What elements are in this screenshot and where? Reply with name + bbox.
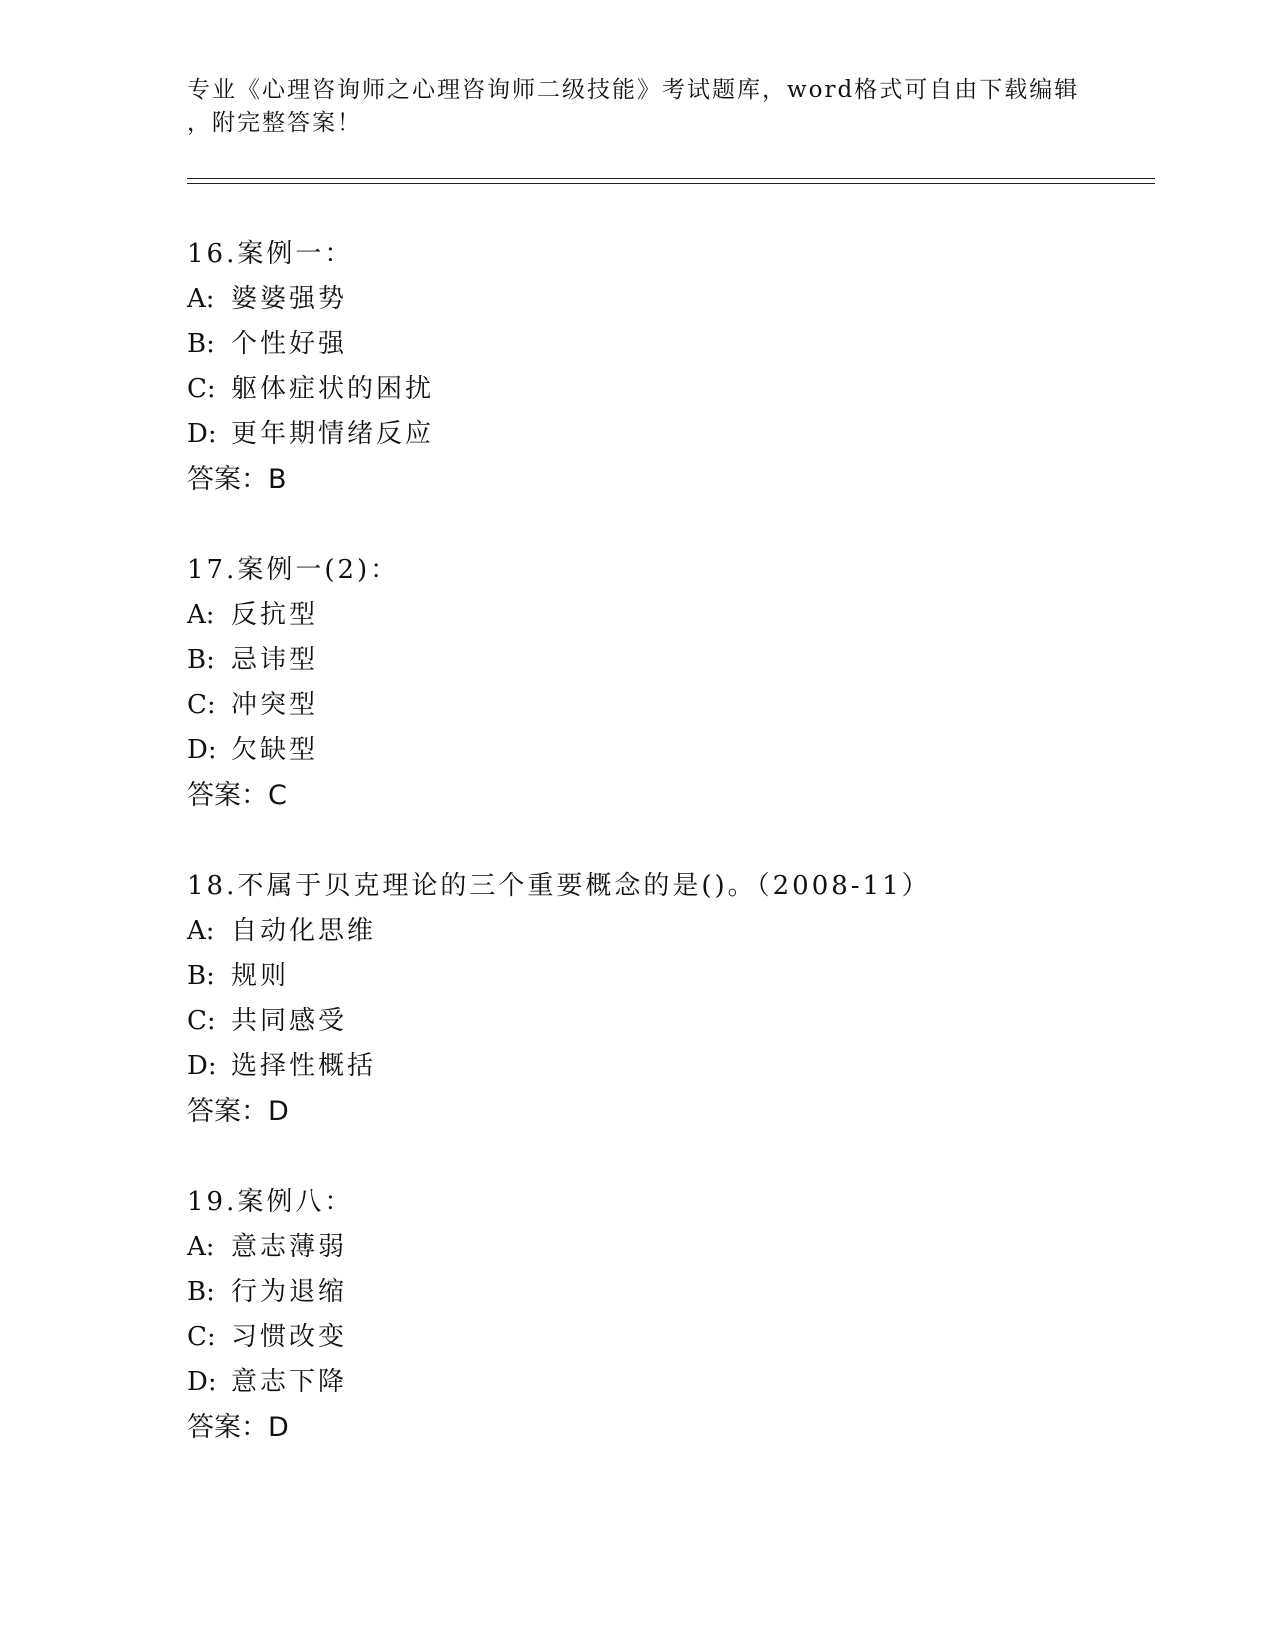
- option-text: 躯体症状的困扰: [231, 374, 435, 404]
- document-header: [187, 74, 1087, 140]
- option-d: [187, 1360, 1087, 1405]
- option-text: 意志下降: [231, 1367, 348, 1397]
- option-letter: C:: [187, 374, 216, 404]
- question-title: 17.案例一(2)：: [187, 555, 400, 585]
- question-title: 19.案例八：: [187, 1187, 354, 1217]
- question-title: 16.案例一：: [187, 239, 354, 269]
- header-line-1: 专业《心理咨询师之心理咨询师二级技能》考试题库，word格式可自由下载编辑: [187, 77, 1080, 103]
- option-letter: D:: [187, 419, 217, 449]
- option-letter: B:: [187, 645, 215, 675]
- option-letter: D:: [187, 1367, 217, 1397]
- option-b: [187, 322, 1087, 367]
- option-a: [187, 277, 1087, 322]
- header-divider: [187, 178, 1155, 184]
- option-letter: D:: [187, 735, 217, 765]
- option-text: 意志薄弱: [231, 1232, 348, 1262]
- option-letter: C:: [187, 690, 216, 720]
- option-text: 选择性概括: [231, 1051, 377, 1081]
- option-letter: C:: [187, 1006, 216, 1036]
- option-letter: B:: [187, 1277, 215, 1307]
- option-d: [187, 412, 1087, 457]
- option-text: 个性好强: [231, 329, 348, 359]
- answer-line: 答案：D: [187, 1096, 289, 1127]
- option-text: 冲突型: [231, 690, 319, 720]
- option-letter: D:: [187, 1051, 217, 1081]
- option-text: 共同感受: [231, 1006, 348, 1036]
- option-c: [187, 1315, 1087, 1360]
- question-16: [187, 232, 1087, 502]
- question-title: 18.不属于贝克理论的三个重要概念的是()。（2008-11）: [187, 871, 931, 901]
- option-text: 习惯改变: [231, 1322, 348, 1352]
- option-letter: B:: [187, 329, 215, 359]
- option-text: 欠缺型: [231, 735, 319, 765]
- option-c: [187, 999, 1087, 1044]
- option-text: 行为退缩: [231, 1277, 348, 1307]
- option-letter: A:: [187, 1232, 215, 1262]
- option-text: 反抗型: [231, 600, 319, 630]
- option-d: [187, 1044, 1087, 1089]
- option-letter: B:: [187, 961, 215, 991]
- option-b: [187, 638, 1087, 683]
- answer-line: 答案：C: [187, 780, 287, 811]
- option-letter: A:: [187, 600, 215, 630]
- answer-line: 答案：B: [187, 464, 287, 495]
- option-b: [187, 1270, 1087, 1315]
- option-letter: A:: [187, 916, 215, 946]
- option-a: [187, 1225, 1087, 1270]
- option-letter: A:: [187, 284, 215, 314]
- question-19: [187, 1180, 1087, 1450]
- option-text: 忌讳型: [231, 645, 319, 675]
- option-a: [187, 909, 1087, 954]
- option-d: [187, 728, 1087, 773]
- option-c: [187, 683, 1087, 728]
- option-text: 更年期情绪反应: [231, 419, 435, 449]
- option-c: [187, 367, 1087, 412]
- header-line-2: ，附完整答案！: [187, 110, 362, 136]
- question-17: [187, 548, 1087, 818]
- question-18: [187, 864, 1087, 1134]
- option-text: 婆婆强势: [231, 284, 348, 314]
- option-b: [187, 954, 1087, 999]
- answer-line: 答案：D: [187, 1412, 289, 1443]
- option-text: 自动化思维: [231, 916, 377, 946]
- option-a: [187, 593, 1087, 638]
- option-text: 规则: [231, 961, 290, 991]
- option-letter: C:: [187, 1322, 216, 1352]
